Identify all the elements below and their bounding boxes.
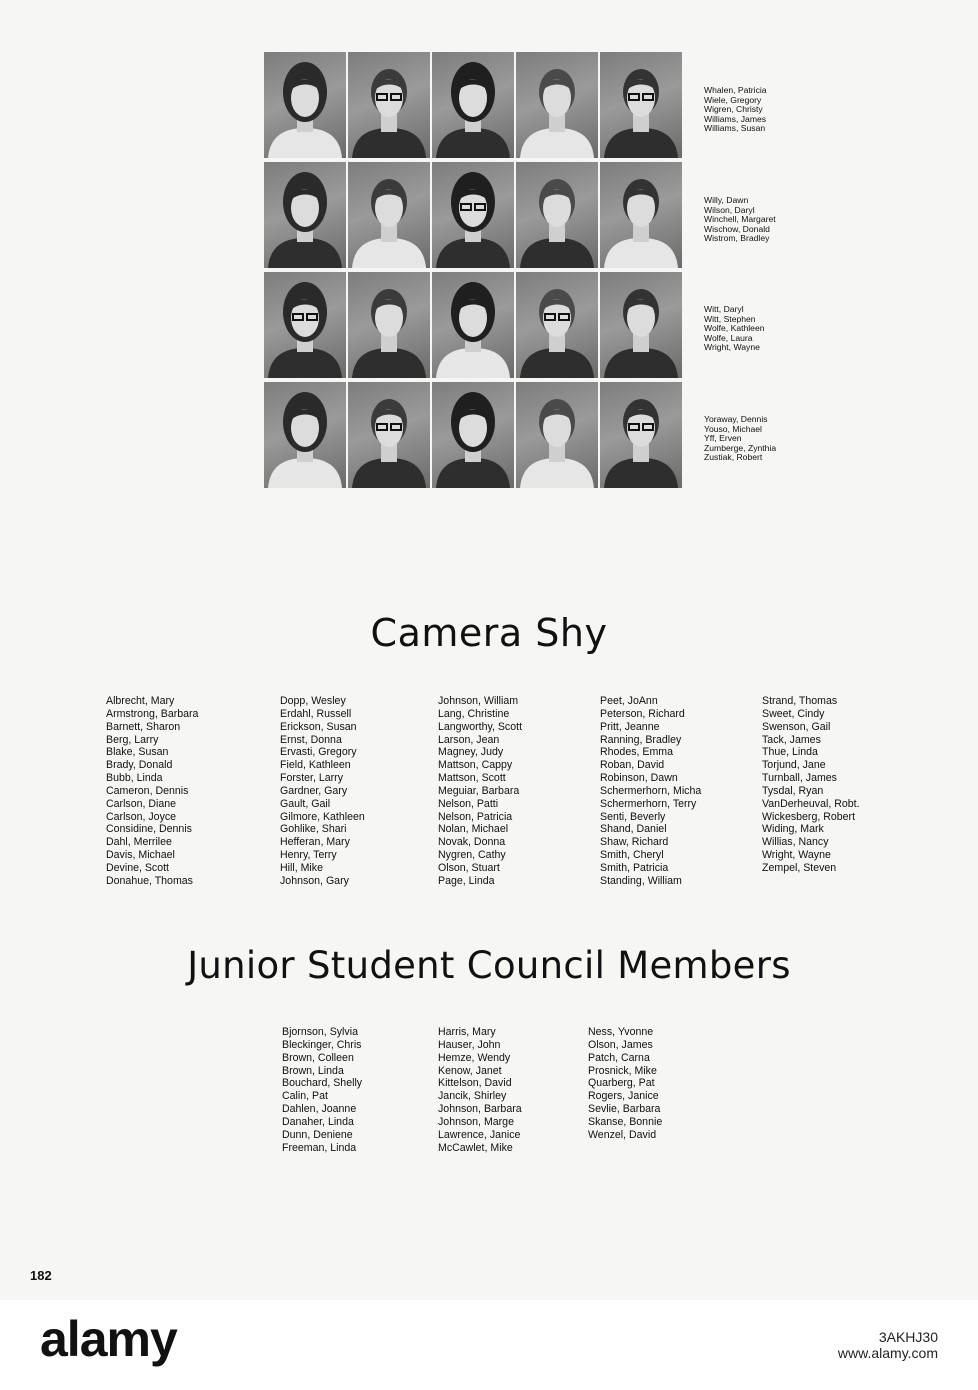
- student-name: Kittelson, David: [438, 1077, 512, 1090]
- student-name: Smith, Cheryl: [600, 849, 664, 862]
- student-portrait: [600, 52, 682, 158]
- student-name: Wickesberg, Robert: [762, 810, 856, 823]
- student-name: Pritt, Jeanne: [600, 720, 660, 733]
- student-name: Nolan, Michael: [438, 823, 509, 836]
- camera-shy-column-2: [280, 695, 365, 888]
- student-name: Williams, Susan: [704, 123, 766, 134]
- student-name: Zempel, Steven: [762, 861, 837, 874]
- student-name: Bjornson, Sylvia: [282, 1026, 358, 1038]
- student-name: Brady, Donald: [106, 759, 173, 772]
- student-name: Widing, Mark: [762, 823, 824, 836]
- student-name: Prosnick, Mike: [588, 1064, 657, 1077]
- student-name: Thue, Linda: [762, 746, 818, 759]
- student-name: Whalen, Patricia: [704, 85, 767, 95]
- student-name: Wistrom, Bradley: [704, 233, 770, 244]
- student-name: Lang, Christine: [438, 707, 510, 720]
- student-name: Witt, Stephen: [704, 313, 756, 324]
- student-name: Cameron, Dennis: [106, 784, 189, 797]
- student-name: Considine, Dennis: [106, 823, 192, 836]
- row-names-1: [704, 86, 824, 134]
- student-name: Swenson, Gail: [762, 720, 831, 733]
- student-name: Novak, Donna: [438, 836, 506, 849]
- student-name: Dahl, Merrilee: [106, 836, 172, 849]
- student-name: Bleckinger, Chris: [282, 1038, 362, 1051]
- student-name: Lawrence, Janice: [438, 1128, 521, 1141]
- student-name: Langworthy, Scott: [438, 720, 523, 733]
- student-name: Hauser, John: [438, 1038, 501, 1051]
- student-name: Yoraway, Dennis: [704, 414, 768, 424]
- student-name: Davis, Michael: [106, 849, 175, 862]
- student-name: Johnson, Marge: [438, 1115, 514, 1128]
- student-name: Witt, Daryl: [704, 304, 744, 314]
- student-portrait: [348, 272, 430, 378]
- camera-shy-column-4: [600, 695, 701, 888]
- student-name: Senti, Beverly: [600, 810, 666, 823]
- student-portrait: [264, 162, 346, 268]
- student-portrait: [264, 52, 346, 158]
- camera-shy-column-3: [438, 695, 522, 888]
- camera-shy-column-5: [762, 695, 860, 875]
- student-name: Brown, Colleen: [282, 1051, 354, 1064]
- student-portrait: [264, 382, 346, 488]
- student-name: Page, Linda: [438, 874, 495, 887]
- student-name: Mattson, Scott: [438, 772, 506, 785]
- student-portrait: [348, 162, 430, 268]
- student-portrait: [432, 162, 514, 268]
- student-portrait: [516, 162, 598, 268]
- student-name: Strand, Thomas: [762, 695, 838, 707]
- student-name: Wright, Wayne: [762, 849, 831, 862]
- student-name: Patch, Carna: [588, 1051, 650, 1064]
- student-name: Turnball, James: [762, 772, 837, 785]
- row-names-4: [704, 415, 824, 463]
- student-name: Roban, David: [600, 759, 665, 772]
- student-name: Olson, Stuart: [438, 861, 500, 874]
- student-portrait: [600, 162, 682, 268]
- student-name: Hefferan, Mary: [280, 836, 350, 849]
- student-name: Donahue, Thomas: [106, 874, 193, 887]
- student-portrait: [432, 52, 514, 158]
- student-name: Olson, James: [588, 1038, 653, 1051]
- watermark-url: www.alamy.com: [837, 1345, 938, 1361]
- image-id: 3AKHJ30: [878, 1329, 938, 1345]
- student-name: Wiele, Gregory: [704, 94, 762, 105]
- student-name: Tack, James: [762, 733, 821, 746]
- student-portrait: [432, 382, 514, 488]
- student-name: Nygren, Cathy: [438, 849, 506, 862]
- student-name: Dunn, Deniene: [282, 1128, 353, 1141]
- student-name: Kenow, Janet: [438, 1064, 502, 1077]
- student-name: Ervasti, Gregory: [280, 746, 357, 759]
- student-name: Berg, Larry: [106, 733, 159, 746]
- student-name: Standing, William: [600, 874, 682, 887]
- student-name: Henry, Terry: [280, 849, 337, 862]
- row-names-3: [704, 305, 824, 353]
- student-name: Wischow, Donald: [704, 223, 770, 234]
- student-name: Calin, Pat: [282, 1090, 328, 1103]
- student-name: Wilson, Daryl: [704, 204, 755, 215]
- portrait-grid: [264, 52, 682, 488]
- student-name: Erdahl, Russell: [280, 707, 352, 720]
- student-name: Forster, Larry: [280, 772, 343, 785]
- student-name: Williams, James: [704, 113, 767, 124]
- student-name: Gault, Gail: [280, 797, 331, 810]
- row-names-2: [704, 196, 824, 244]
- student-name: Willy, Dawn: [704, 195, 749, 205]
- student-name: Peet, JoAnn: [600, 695, 658, 707]
- student-name: Willias, Nancy: [762, 836, 829, 849]
- student-name: Quarberg, Pat: [588, 1077, 655, 1090]
- student-name: Winchell, Margaret: [704, 214, 776, 225]
- student-name: Wolfe, Laura: [704, 332, 753, 343]
- student-name: Harris, Mary: [438, 1026, 496, 1038]
- student-name: Wigren, Christy: [704, 104, 763, 115]
- student-name: Dahlen, Joanne: [282, 1103, 357, 1116]
- student-name: Devine, Scott: [106, 861, 170, 874]
- student-name: Zumberge, Zynthia: [704, 442, 777, 453]
- student-portrait: [600, 272, 682, 378]
- student-name: Schermerhorn, Terry: [600, 797, 697, 810]
- student-name: Tysdal, Ryan: [762, 784, 824, 797]
- student-name: Brown, Linda: [282, 1064, 344, 1077]
- student-portrait: [516, 272, 598, 378]
- student-name: Nelson, Patricia: [438, 810, 513, 823]
- student-name: Ranning, Bradley: [600, 733, 682, 746]
- student-name: Youso, Michael: [704, 423, 762, 434]
- student-name: Jancik, Shirley: [438, 1090, 507, 1103]
- student-name: Freeman, Linda: [282, 1141, 357, 1154]
- student-name: Peterson, Richard: [600, 707, 685, 720]
- student-name: Gohlike, Shari: [280, 823, 347, 836]
- student-name: Magney, Judy: [438, 746, 504, 759]
- student-name: Wenzel, David: [588, 1128, 657, 1141]
- student-name: Hill, Mike: [280, 861, 323, 874]
- student-name: Danaher, Linda: [282, 1115, 354, 1128]
- student-name: Meguiar, Barbara: [438, 784, 520, 797]
- student-name: Ness, Yvonne: [588, 1026, 654, 1038]
- student-portrait: [348, 52, 430, 158]
- student-name: Gardner, Gary: [280, 784, 348, 797]
- student-portrait: [600, 382, 682, 488]
- student-name: Erickson, Susan: [280, 720, 357, 733]
- watermark-logo: alamy: [40, 1311, 177, 1367]
- student-name: Smith, Patricia: [600, 861, 669, 874]
- council-column-1: [282, 1026, 362, 1154]
- student-name: Skanse, Bonnie: [588, 1115, 663, 1128]
- student-name: Zustiak, Robert: [704, 452, 763, 463]
- student-name: Robinson, Dawn: [600, 772, 678, 785]
- student-portrait: [264, 272, 346, 378]
- student-name: Schermerhorn, Micha: [600, 784, 702, 797]
- student-name: Sevlie, Barbara: [588, 1103, 661, 1116]
- student-name: Bubb, Linda: [106, 772, 163, 785]
- council-column-2: [438, 1026, 522, 1154]
- student-name: Shand, Daniel: [600, 823, 667, 836]
- student-name: McCawlet, Mike: [438, 1141, 513, 1154]
- student-name: Rhodes, Emma: [600, 746, 674, 759]
- student-name: Field, Kathleen: [280, 759, 351, 772]
- student-name: Yff, Erven: [704, 433, 742, 444]
- student-name: Torjund, Jane: [762, 759, 826, 772]
- student-portrait: [348, 382, 430, 488]
- student-name: Johnson, William: [438, 695, 519, 707]
- camera-shy-title: Camera Shy: [370, 611, 608, 655]
- camera-shy-column-1: [106, 695, 198, 888]
- watermark-info: [838, 1300, 938, 1390]
- student-name: VanDerheuval, Robt.: [762, 797, 860, 810]
- student-name: Barnett, Sharon: [106, 720, 181, 733]
- student-name: Johnson, Gary: [280, 874, 349, 887]
- student-name: Nelson, Patti: [438, 797, 499, 810]
- student-name: Ernst, Donna: [280, 733, 342, 746]
- student-name: Dopp, Wesley: [280, 695, 346, 707]
- student-portrait: [432, 272, 514, 378]
- student-name: Shaw, Richard: [600, 836, 669, 849]
- student-name: Wolfe, Kathleen: [704, 323, 765, 334]
- page-number: 182: [30, 1268, 52, 1283]
- council-column-3: [588, 1026, 662, 1142]
- student-name: Hemze, Wendy: [438, 1051, 511, 1064]
- student-name: Carlson, Joyce: [106, 810, 177, 823]
- student-portrait: [516, 52, 598, 158]
- council-title: Junior Student Council Members: [187, 944, 791, 987]
- student-name: Gilmore, Kathleen: [280, 810, 365, 823]
- student-name: Carlson, Diane: [106, 797, 177, 810]
- student-name: Johnson, Barbara: [438, 1103, 522, 1116]
- student-portrait: [516, 382, 598, 488]
- student-name: Rogers, Janice: [588, 1090, 659, 1103]
- student-name: Wright, Wayne: [704, 342, 760, 353]
- student-name: Albrecht, Mary: [106, 695, 175, 707]
- student-name: Blake, Susan: [106, 746, 169, 759]
- student-name: Sweet, Cindy: [762, 707, 825, 720]
- student-name: Larson, Jean: [438, 733, 500, 746]
- student-name: Armstrong, Barbara: [106, 707, 199, 720]
- student-name: Bouchard, Shelly: [282, 1077, 363, 1090]
- student-name: Mattson, Cappy: [438, 759, 513, 772]
